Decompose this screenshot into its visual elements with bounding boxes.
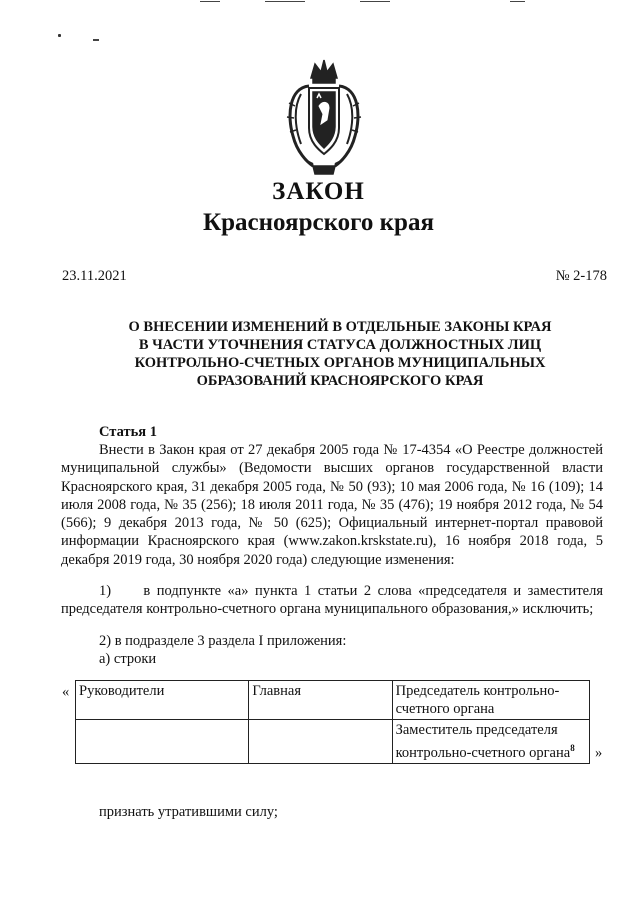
article-item-1: 1) в подпункте «а» пункта 1 статьи 2 слова «председателя и заместителя председателя контрольно-счетного органа муниципального образования,» исключить; <box>61 583 603 618</box>
subject-line: О ВНЕСЕНИИ ИЗМЕНЕНИЙ В ОТДЕЛЬНЫЕ ЗАКОНЫ КРАЯ <box>128 319 552 335</box>
article-intro-paragraph: Внести в Закон края от 27 декабря 2005 года № 17-4354 «О Реестре должностей муниципальной службы» (Ведомости высших органов государственной власти Красноярского края, 31 декабря 2005 года, № 50 (93); 10 мая 2006 года, № 16 (109); 14 июля 2008 года, № 35 (256); 18 июля 2011 года, № 35 (476); 19 ноября 2012 года, № 54 (566); 9 декабря 2013 года, № 50 (625); Официальный интернет-портал правовой информации Красноярского края (www.zakon.krskstate.ru), 16 ноября 2018 года, 5 декабря 2019 года, 30 ноября 2020 года) следующие изменения: <box>61 442 603 568</box>
table-cell <box>76 720 249 764</box>
table-row <box>76 681 590 720</box>
document-date: 23.11.2021 <box>62 268 127 284</box>
article-item-2: 2) в подразделе 3 раздела I приложения: <box>99 633 347 649</box>
subject-line: КОНТРОЛЬНО-СЧЕТНЫХ ОРГАНОВ МУНИЦИПАЛЬНЫХ <box>134 355 546 371</box>
law-subject <box>60 318 620 390</box>
subject-line: В ЧАСТИ УТОЧНЕНИЯ СТАТУСА ДОЛЖНОСТНЫХ ЛИЦ <box>138 337 542 353</box>
table-cell: Председатель контрольно-счетного органа <box>392 681 589 720</box>
table-cell-with-footnote <box>392 720 589 764</box>
table-cell <box>249 720 392 764</box>
document-title: ЗАКОН <box>272 178 365 205</box>
table-row <box>76 720 590 764</box>
footnote-mark: 8 <box>570 743 575 753</box>
subject-line: ОБРАЗОВАНИЙ КРАСНОЯРСКОГО КРАЯ <box>196 373 484 389</box>
scan-speck <box>58 34 61 37</box>
document-number: № 2-178 <box>555 268 607 284</box>
article-heading: Статья 1 <box>99 424 157 440</box>
scan-artifact <box>510 1 525 2</box>
scan-artifact <box>265 1 305 2</box>
closing-quote-mark: » <box>595 745 603 761</box>
scan-artifact <box>93 39 99 41</box>
table-cell: Главная <box>249 681 392 720</box>
opening-quote-mark: « <box>62 684 70 700</box>
positions-table <box>75 680 590 764</box>
scan-artifact <box>360 1 390 2</box>
scan-artifact <box>200 1 220 2</box>
table-cell: Руководители <box>76 681 249 720</box>
document-subtitle: Красноярского края <box>203 209 434 236</box>
table-cell-text: Заместитель председателя контрольно-счетного органа <box>395 722 571 761</box>
coat-of-arms-emblem <box>283 58 365 178</box>
outcome-paragraph: признать утратившими силу; <box>99 804 278 820</box>
article-item-2a: а) строки <box>99 651 157 667</box>
